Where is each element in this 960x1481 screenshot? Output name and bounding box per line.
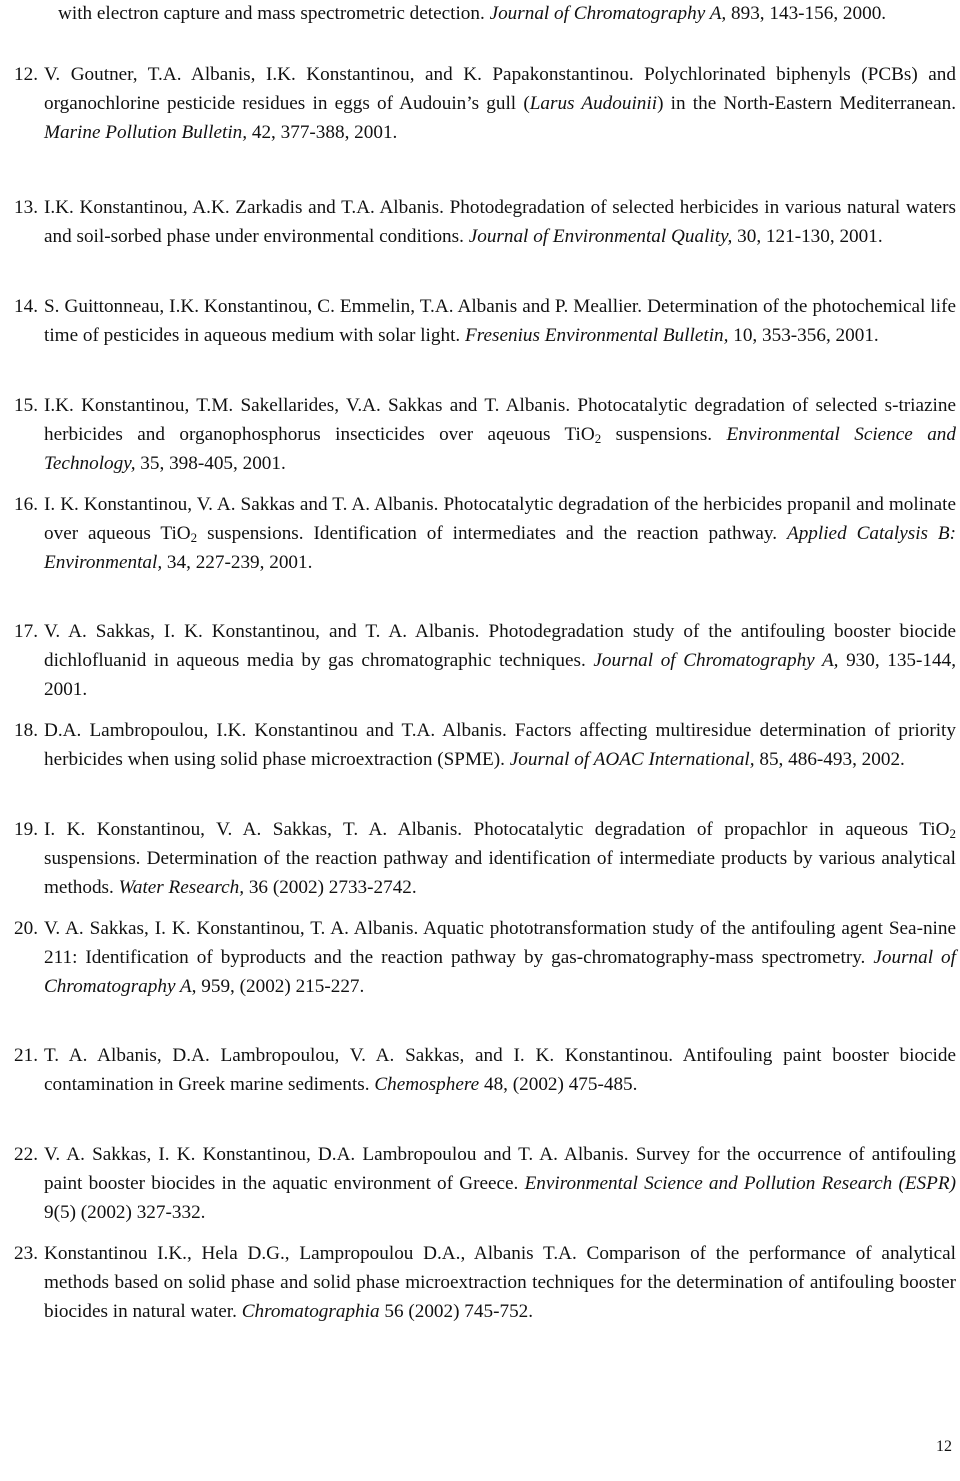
reference-body bbox=[44, 292, 956, 350]
reference-authors: S. Guittonneau, I.K. Konstantinou, C. Emmelin, T.A. Albanis and P. Meallier. bbox=[44, 296, 643, 317]
reference-22 bbox=[14, 1140, 956, 1228]
reference-authors: V. A. Sakkas, I. K. Konstantinou, D.A. Lambropoulou and T. A. Albanis. bbox=[44, 1144, 629, 1165]
reference-details: 56 (2002) 745-752. bbox=[379, 1301, 534, 1323]
reference-18 bbox=[14, 716, 956, 774]
reference-text: with electron capture and mass spectrometric detection. bbox=[58, 3, 490, 24]
reference-title: Photocatalytic degradation of selected s-triazine herbicides and organophosphorus insecticides over aqeuous TiO bbox=[44, 395, 956, 446]
reference-title: Polychlorinated biphenyls (PCBs) and organochlorine pesticide residues in eggs of Audouin’s gull ( bbox=[44, 64, 956, 115]
reference-body bbox=[44, 391, 956, 479]
journal-name: Water Research, bbox=[118, 877, 245, 899]
reference-12 bbox=[14, 60, 956, 148]
reference-title: Photodegradation of selected herbicides in various natural waters and soil-sorbed phase under environmental conditions. bbox=[44, 197, 956, 248]
reference-details: 34, 227-239, 2001. bbox=[162, 552, 313, 574]
reference-details: 893, 143-156, 2000. bbox=[726, 3, 887, 24]
reference-details: 930, 135-144, 2001. bbox=[44, 650, 956, 701]
reference-details: 48, (2002) 475-485. bbox=[479, 1074, 638, 1096]
reference-body bbox=[44, 617, 956, 705]
reference-authors: V. Goutner, T.A. Albanis, I.K. Konstantinou, and K. Papakonstantinou. bbox=[44, 64, 634, 85]
reference-details: 9(5) (2002) 327-332. bbox=[44, 1202, 206, 1224]
journal-name: Journal of Environmental Quality, bbox=[468, 226, 733, 248]
reference-21 bbox=[14, 1041, 956, 1099]
reference-body bbox=[44, 914, 956, 1002]
reference-number: 19. bbox=[14, 819, 38, 840]
reference-title-end: suspensions. Determination of the reaction pathway and identification of intermediate products by various analytical methods. bbox=[44, 848, 956, 899]
reference-authors: I. K. Konstantinou, V. A. Sakkas, T. A. Albanis. bbox=[44, 819, 463, 840]
reference-authors: I.K. Konstantinou, A.K. Zarkadis and T.A. Albanis. bbox=[44, 197, 444, 218]
reference-body bbox=[44, 815, 956, 903]
reference-title: Photodegradation study of the antifouling booster biocide dichlofluanid in aqueous media by gas chromatographic techniques. bbox=[44, 621, 957, 672]
journal-name: Chromatographia bbox=[241, 1301, 380, 1323]
reference-number: 21. bbox=[14, 1045, 38, 1066]
reference-23 bbox=[14, 1239, 956, 1327]
journal-name: Journal of Chromatography A, bbox=[593, 650, 839, 672]
reference-details: 35, 398-405, 2001. bbox=[135, 453, 286, 475]
reference-details: 36 (2002) 2733-2742. bbox=[244, 877, 417, 899]
reference-number: 22. bbox=[14, 1144, 38, 1165]
reference-title: Factors affecting multiresidue determination of priority herbicides when using solid phase microextraction (SPME). bbox=[44, 720, 956, 771]
reference-title-end: suspensions. bbox=[601, 424, 727, 446]
reference-body bbox=[44, 193, 956, 251]
reference-body bbox=[44, 490, 956, 578]
journal-name: Marine Pollution Bulletin, bbox=[44, 122, 248, 144]
reference-number: 23. bbox=[14, 1243, 38, 1264]
reference-details: , 959, (2002) 215-227. bbox=[191, 976, 365, 998]
reference-body bbox=[44, 1041, 956, 1099]
reference-17 bbox=[14, 617, 956, 705]
reference-15 bbox=[14, 391, 956, 479]
reference-title: Determination of the photochemical life time of pesticides in aqueous medium with solar light. bbox=[44, 296, 956, 347]
reference-number: 13. bbox=[14, 197, 38, 218]
reference-authors: Konstantinou I.K., Hela D.G., Lampropoulou D.A., Albanis T.A. bbox=[44, 1243, 577, 1264]
reference-number: 15. bbox=[14, 395, 38, 416]
reference-title: Comparison of the performance of analytical methods based on solid phase and solid phase microextraction techniques for the determination of antifouling booster biocides in natural water. bbox=[44, 1243, 956, 1323]
reference-16 bbox=[14, 490, 956, 578]
reference-authors: D.A. Lambropoulou, I.K. Konstantinou and T.A. Albanis. bbox=[44, 720, 507, 741]
reference-details: 42, 377-388, 2001. bbox=[247, 122, 398, 144]
reference-number: 17. bbox=[14, 621, 38, 642]
subscript: 2 bbox=[190, 530, 198, 546]
reference-body bbox=[44, 60, 956, 148]
page-number: 12 bbox=[936, 1438, 952, 1455]
reference-details: 85, 486-493, 2002. bbox=[754, 749, 905, 771]
reference-number: 14. bbox=[14, 296, 38, 317]
reference-authors: T. A. Albanis, D.A. Lambropoulou, V. A. Sakkas, and I. K. Konstantinou. bbox=[44, 1045, 674, 1066]
reference-details: 10, 353-356, 2001. bbox=[728, 325, 879, 347]
reference-19 bbox=[14, 815, 956, 903]
reference-body bbox=[44, 1140, 956, 1228]
journal-name: Environmental Science and Pollution Research (ESPR) bbox=[524, 1173, 956, 1195]
reference-title: Antifouling paint booster biocide contamination in Greek marine sediments. bbox=[44, 1045, 956, 1096]
reference-body bbox=[44, 1239, 956, 1327]
subscript: 2 bbox=[949, 826, 956, 841]
journal-name: Environmental Science and Technology, bbox=[44, 424, 956, 475]
journal-name: Applied Catalysis B: Environmental, bbox=[44, 523, 957, 574]
reference-20 bbox=[14, 914, 956, 1002]
journal-name: Journal of Chromatography A, bbox=[489, 3, 727, 24]
reference-14 bbox=[14, 292, 956, 350]
reference-title: Photocatalytic degradation of the herbicides propanil and molinate over aqueous TiO bbox=[44, 494, 956, 545]
reference-authors: I. K. Konstantinou, V. A. Sakkas and T. A. Albanis. bbox=[44, 494, 439, 515]
reference-title-end: suspensions. Identification of intermediates and the reaction pathway. bbox=[197, 523, 787, 545]
reference-authors: I.K. Konstantinou, T.M. Sakellarides, V.A. Sakkas and T. Albanis. bbox=[44, 395, 571, 416]
subscript: 2 bbox=[594, 431, 602, 447]
species-name: Larus Audouinii bbox=[529, 93, 658, 115]
journal-name: Journal of Chromatography A bbox=[44, 947, 956, 998]
reference-13 bbox=[14, 193, 956, 251]
reference-number: 20. bbox=[14, 918, 38, 939]
reference-title-end: ) in the North-Eastern Mediterranean. bbox=[657, 93, 956, 115]
reference-title: Photocatalytic degradation of propachlor in aqueous TiO bbox=[462, 819, 950, 840]
reference-body bbox=[44, 716, 956, 774]
reference-authors: V. A. Sakkas, I. K. Konstantinou, and T. A. Albanis. bbox=[44, 621, 480, 642]
reference-number: 16. bbox=[14, 494, 38, 515]
reference-number: 12. bbox=[14, 64, 38, 85]
reference-details: 30, 121-130, 2001. bbox=[732, 226, 883, 248]
journal-name: Chemosphere bbox=[374, 1074, 480, 1096]
journal-name: Fresenius Environmental Bulletin, bbox=[465, 325, 729, 347]
reference-authors: V. A. Sakkas, I. K. Konstantinou, T. A. Albanis. bbox=[44, 918, 419, 939]
reference-title: Aquatic phototransformation study of the antifouling agent Sea-nine 211: Identification of byproducts and the reaction pathway by gas-chromatography-mass spectrometry. bbox=[44, 918, 956, 969]
journal-name: Journal of AOAC International, bbox=[509, 749, 755, 771]
reference-title: Survey for the occurrence of antifouling paint booster biocides in the aquatic environment of Greece. bbox=[44, 1144, 957, 1195]
reference-number: 18. bbox=[14, 720, 38, 741]
